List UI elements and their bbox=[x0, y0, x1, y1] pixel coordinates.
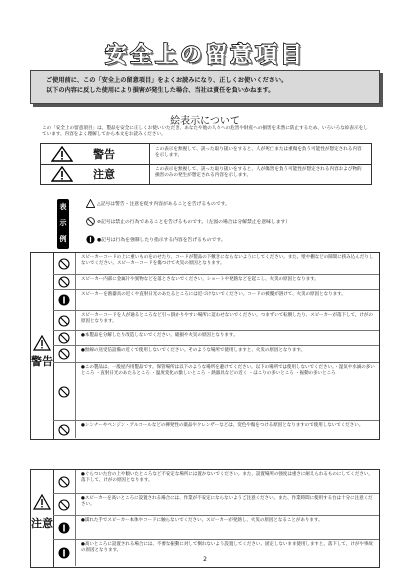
caution-row-text: ●高いところに設置される場合には、不要な振動に対して倒れないよう設置してください。固定しないまま使用しますと、落下して、けがや事故の原因となります。 bbox=[81, 542, 373, 553]
prohibited-icon bbox=[58, 315, 70, 327]
display-example-label bbox=[57, 199, 69, 249]
caution-row bbox=[53, 470, 379, 494]
warning-row-icon-cell bbox=[53, 275, 76, 289]
warning-row-text: ●本製品を分解したり改造しないでください。破損や火災の原因となります。 bbox=[81, 333, 238, 338]
no-disassembly-icon bbox=[86, 217, 95, 226]
page-number: 2 bbox=[203, 556, 207, 563]
warning-row-icon-cell bbox=[53, 363, 76, 420]
warning-row-icon-cell bbox=[53, 311, 76, 330]
mandatory-action-icon bbox=[58, 294, 70, 306]
warning-row bbox=[53, 253, 379, 275]
warning-row-icon-cell bbox=[53, 346, 76, 362]
warning-row bbox=[53, 346, 379, 363]
warning-row-text: スピーカー内部に金属片や異物などを落とさないでください。ショートや発熱などを起こし、火災の原因となります。 bbox=[81, 277, 319, 282]
warning-triangle-icon bbox=[33, 335, 51, 351]
mandatory-action-icon bbox=[58, 522, 70, 534]
warning-row bbox=[53, 311, 379, 331]
caution-row-icon-cell bbox=[53, 516, 76, 539]
warning-row-icon-cell bbox=[53, 253, 76, 274]
intro-line-2: 以下の内容に反した使用により損害が発生した場合、当社は責任を負いかねます。 bbox=[46, 87, 275, 94]
caution-triangle-icon bbox=[33, 494, 51, 510]
mandatory-action-icon bbox=[86, 235, 95, 244]
caution-triangle-icon bbox=[51, 166, 73, 182]
display-section-title: 絵表示について bbox=[170, 116, 240, 127]
warning-label: 警告 bbox=[31, 355, 53, 368]
legend-caution-text: この表示を無視して、誤った取り扱いをすると、人が傷害を負う可能性が想定される内容および物的損害のみの発生が想定される内容を示します。 bbox=[155, 167, 362, 179]
caution-label: 注意 bbox=[31, 517, 53, 530]
display-example-char-1: 表 bbox=[59, 203, 67, 211]
page-title bbox=[0, 38, 410, 68]
warning-row bbox=[53, 363, 379, 421]
caution-rows bbox=[53, 470, 379, 567]
caution-row-icon-cell bbox=[53, 470, 76, 493]
prohibited-icon bbox=[58, 424, 70, 436]
warning-triangle-icon bbox=[51, 146, 73, 162]
caution-row-text: ●ぐらついた台の上や傾いたところなど不安定な場所には置かないでください。また、設置場所の強度は重さに耐えられるものにしてください。落下して、けがの原因となります。 bbox=[81, 472, 373, 483]
prohibited-icon bbox=[58, 276, 70, 288]
warning-triangle-icon bbox=[86, 199, 95, 208]
legend-caution bbox=[40, 164, 372, 185]
warning-row bbox=[53, 275, 379, 290]
warning-row-text: スピーカーコードの上に重いものをのせたり、コードが製品の下敷きにならないようにしてください。また、壁や棚などの隙間に挟み込んだりしないでください。スピーカーコードを傷つけて火災の原因となります。 bbox=[81, 255, 374, 266]
caution-row-icon-cell bbox=[53, 494, 76, 515]
example-mandatory bbox=[86, 235, 226, 244]
warning-row-text: ●この製品は、一般屋内用製品です。保管場所は以下のような場所を避けてください。以下の場所では使用しないでください。・湿気や水滴の多いところ ・直射日光のあたるところ ・温度変化の激しいところ ・熱器具などの近く ・ほこりの多いところ ・振動の多いところ bbox=[81, 365, 375, 376]
caution-row-text: ●濡れた手でスピーカー本体やコードに触らないでください。スピーカーが発熱し、火災の原因となることがあります。 bbox=[81, 518, 323, 523]
display-example-char-3: 例 bbox=[59, 235, 67, 243]
warning-row-icon-cell bbox=[53, 421, 76, 438]
prohibited-icon bbox=[58, 386, 70, 398]
prohibited-icon bbox=[58, 476, 70, 488]
prohibited-icon bbox=[58, 348, 70, 360]
prohibited-icon bbox=[58, 332, 70, 344]
intro-line-1: ご使用前に、この「安全上の留意項目」をよくお読みになり、正しくお使いください。 bbox=[46, 77, 288, 84]
intro-notice-box bbox=[30, 70, 380, 104]
example-prohibit bbox=[86, 217, 290, 226]
caution-row bbox=[53, 494, 379, 516]
display-section-description: この「安全上の留意項目」は、製品を安全に正しくお使いいただき、あなたや他の人々への危害や財産への損害を未然に防止するため、いろいろな絵表示をしています。内容をよく理解してから本文をお読みください。 bbox=[42, 126, 368, 138]
page-title-text: 安全上の留意項目 bbox=[104, 43, 305, 68]
warning-category bbox=[31, 253, 54, 439]
caution-row-text: ●スピーカーを高いところに設置される場合には、作業が不安定にならないようご注意ください。また、作業時間に使用する台は十分に注意ください。 bbox=[81, 496, 373, 507]
caution-row bbox=[53, 516, 379, 540]
warning-table bbox=[30, 252, 380, 440]
display-example-char-2: 示 bbox=[59, 219, 67, 227]
prohibited-icon bbox=[58, 258, 70, 270]
warning-row bbox=[53, 421, 379, 438]
example-warning bbox=[86, 199, 230, 208]
legend-warning-text: この表示を無視して、誤った取り扱いをすると、人が死亡または重傷を負う可能性が想定される内容を示します。 bbox=[155, 147, 362, 159]
caution-table bbox=[30, 469, 380, 568]
warning-rows bbox=[53, 253, 379, 439]
example-prohibit-text: ⊘記号は禁止の行為であることを告げるものです。（左図の場合は分解禁止を意味します） bbox=[97, 220, 291, 225]
warning-row-text: ●シンナーやベンジン・アルコールなどの揮発性の薬品やクレンザーなどは、変色や傷をつける原因となりますので使用しないでください。 bbox=[81, 423, 364, 428]
example-warning-text: △記号は警告・注意を促す内容があることを告げるものです。 bbox=[97, 202, 230, 207]
legend-warning bbox=[40, 143, 372, 165]
example-mandatory-text: ●記号は行為を強制したり指示する内容を告げるものです。 bbox=[97, 238, 226, 243]
warning-row-icon-cell bbox=[53, 290, 76, 310]
warning-row bbox=[53, 331, 379, 346]
warning-row-icon-cell bbox=[53, 331, 76, 345]
warning-row-text: スピーカーコードを人が通るところなど引っ掛かりやすい場所に這わせないでください。つまずいて転倒したり、スピーカーが落下して、けがの原因となります。 bbox=[81, 313, 373, 324]
warning-row-text: スピーカーを熱器具の近くや直射日光のあたるところには近づけないでください。コードの被覆が溶けて、火災の原因となります。 bbox=[81, 292, 346, 297]
warning-row bbox=[53, 290, 379, 311]
warning-row-text: ●無線の送受信設備の近くで使用しないでください。そのような場所で使用しますと、火災の原因となります。 bbox=[81, 348, 306, 353]
legend-caution-name: 注意 bbox=[93, 168, 115, 181]
prohibited-icon bbox=[58, 499, 70, 511]
legend-warning-name: 警告 bbox=[93, 148, 115, 161]
caution-category bbox=[31, 470, 54, 567]
